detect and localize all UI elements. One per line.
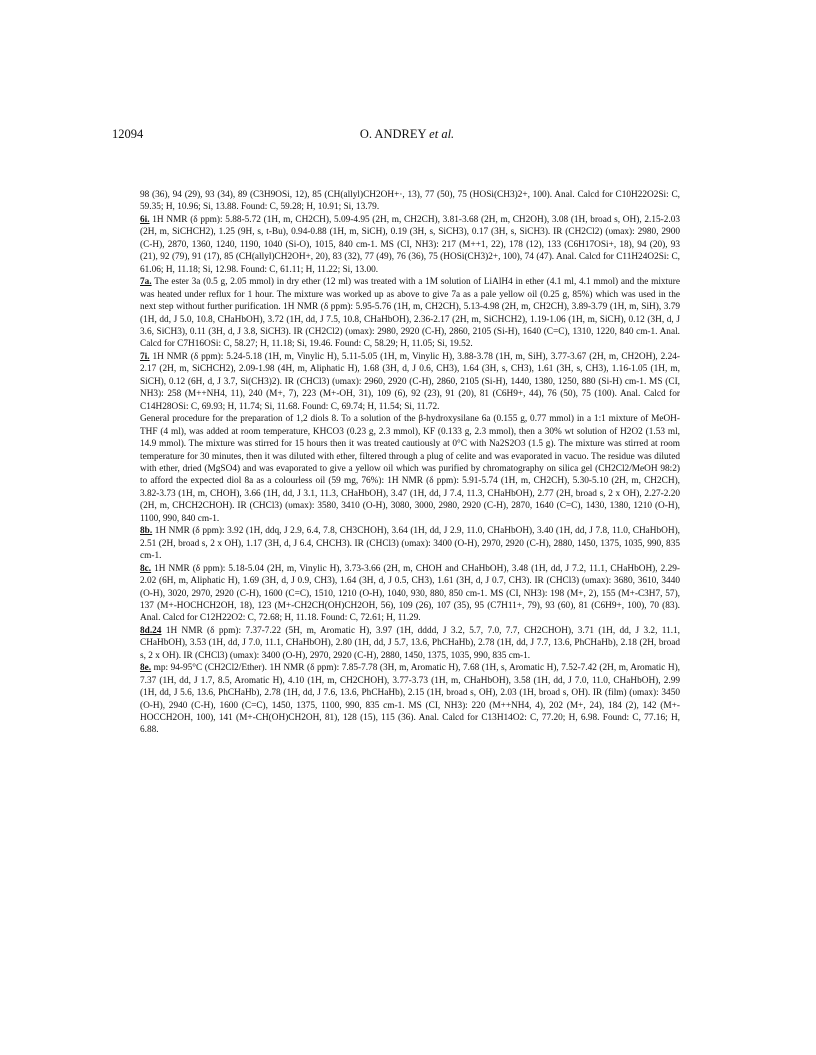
author-names: O. ANDREY (359, 127, 427, 141)
page-number: 12094 (112, 127, 144, 141)
paragraph-compound-8d (140, 625, 680, 662)
paragraph-text: mp: 94-95°C (CH2Cl2/Ether). 1H NMR (δ ppm): 7.85-7.78 (3H, m, Aromatic H), 7.68 (1H, s, Aromatic H), 7.52-7.42 (2H, m, Aromatic H), 7.37 (1H, dd, J 1.7, 8.5, Aromatic H), 4.10 (1H, m, CH2CHOH), 3.77-3.73 (1H, m, CHaHbOH), 3.58 (1H, dd, J 7.0, 11.0, CHaHbOH), 2.99 (1H, dd, J 5.6, 13.6, PhCHaHb), 2.78 (1H, dd, J 7.6, 13.6, PhCHaHb), 2.15 (1H, broad s, OH), 2.03 (1H, broad s, OH). IR (film) (υmax): 3450 (O-H), 2940 (C-H), 1600 (C=C), 1450, 1375, 1100, 990, 835 cm-1. MS (CI, NH3): 220 (M++NH4, 4), 202 (M+, 24), 184 (2), 142 (M+-HOCCH2OH, 100), 141 (M+-CH(OH)CH2OH, 81), 128 (15), 115 (36). Anal. Calcd for C13H14O2: C, 77.20; H, 6.98. Found: C, 77.16; H, 6.88. (140, 663, 680, 736)
paragraph-text: 1H NMR (δ ppm): 7.37-7.22 (5H, m, Aromatic H), 3.97 (1H, dddd, J 3.2, 5.7, 7.0, 7.7, CH2CHOH), 3.71 (1H, dd, J 3.2, 11.1, CHaHbOH), 3.53 (1H, dd, J 7.0, 11.1, CHaHbOH), 2.80 (1H, dd, J 5.7, 13.6, PhCHaHb), 2.78 (1H, dd, J 7.7, 13.6, PhCHaHb), 2.18 (2H, broad s, 2 x OH). IR (CHCl3) (υmax): 3400 (O-H), 2970, 2920 (C-H), 2880, 1450, 1375, 1035, 990, 835 cm-1. (140, 625, 680, 661)
paragraph-text: 98 (36), 94 (29), 93 (34), 89 (C3H9OSi, 12), 85 (CH(allyl)CH2OH+·, 13), 77 (50), 75 (HOSi(CH3)2+, 100). Anal. Calcd for C10H22O2Si: C, 59.35; H, 10.96; Si, 13.88. Found: C, 59.28; H, 10.91; Si, 13.79. (140, 190, 680, 213)
paragraph-compound-8e (140, 662, 680, 737)
paragraph-text: 1H NMR (δ ppm): 3.92 (1H, ddq, J 2.9, 6.4, 7.8, CH3CHOH), 3.64 (1H, dd, J 2.9, 11.0, CHaHbOH), 3.40 (1H, dd, J 7.8, 11.0, CHaHbOH), 2.51 (2H, broad s, 2 x OH), 1.17 (3H, d, J 6.4, CHCH3). IR (CHCl3) (υmax): 3400 (O-H), 2970, 2920 (C-H), 2880, 1450, 1375, 1035, 990, 835 cm-1. (140, 526, 680, 562)
compound-label: 8b. (140, 526, 153, 537)
compound-label: 6i. (140, 214, 150, 225)
author-line (112, 127, 702, 142)
paragraph-text: General procedure for the preparation of 1,2 diols 8. To a solution of the β-hydroxysilane 6a (0.155 g, 0.77 mmol) in a 1:1 mixture of MeOH-THF (4 ml), was added at room temperature, KHCO3 (0.23 g, 2.3 mmol), KF (0.133 g, 2.3 mmol), then a 30% wt solution of H2O2 (1.53 ml, 14.9 mmol). The mixture was stirred for 15 hours then it was treated cautiously at 0°C with Na2S2O3 (1.5 g). The mixture was stirred at room temperature for 30 minutes, then it was diluted with ether, filtered through a plug of celite and was evaporated in vacuo. The residue was diluted with ether, dried (MgSO4) and was evaporated to give a yellow oil which was purified by chromatography on silica gel (CH2Cl2/MeOH 98:2) to afford the expected diol 8a as a colourless oil (59 mg, 76%): 1H NMR (δ ppm): 5.91-5.74 (1H, m, CH2CH), 5.30-5.10 (2H, m, CH2CH), 3.82-3.73 (1H, m, CHOH), 3.66 (1H, dd, J 3.1, 11.3, CHaHbOH), 3.47 (1H, dd, J 7.4, 11.3, CHaHbOH), 2.77 (2H, broad s, 2 x OH), 2.27-2.20 (2H, m, CHCH2CHOH). IR (CHCl3) (υmax): 3580, 3410 (O-H), 3080, 3000, 2980, 2920 (C-H), 2870, 1640 (C=C), 1430, 1380, 1210 (O-H), 1100, 990, 840 cm-1. (140, 414, 680, 524)
compound-label: 8e. (140, 663, 152, 674)
paragraph-compound-6i (140, 214, 680, 276)
compound-label: 8d.24 (140, 625, 162, 636)
experimental-text (140, 189, 680, 1019)
author-suffix: et al. (429, 127, 455, 141)
compound-label: 7i. (140, 351, 150, 362)
paragraph-compound-8b (140, 525, 680, 562)
paragraph-text: 1H NMR (δ ppm): 5.24-5.18 (1H, m, Vinylic H), 5.11-5.05 (1H, m, Vinylic H), 3.88-3.78 (1H, m, SiH), 3.77-3.67 (2H, m, CH2OH), 2.24-2.17 (2H, m, SiCHCH2), 2.09-1.98 (4H, m, Aliphatic H), 1.68 (3H, d, J 0.6, CH3), 1.64 (3H, s, CH3), 1.61 (3H, s, CH3), 1.16-1.05 (1H, m, SiCH), 0.12 (6H, d, J 3.7, Si(CH3)2). IR (CHCl3) (υmax): 2960, 2920 (C-H), 2860, 2105 (Si-H), 1440, 1380, 1250, 880 (Si-H) cm-1. MS (CI, NH3): 258 (M++NH4, 11), 240 (M+, 7), 223 (M+-OH, 31), 109 (6), 92 (23), 91 (20), 81 (C6H9+, 44), 76 (50), 75 (100). Anal. Calcd for C14H28OSi: C, 69.93; H, 11.74; Si, 11.68. Found: C, 69.74; H, 11.54; Si, 11.72. (140, 351, 680, 412)
paragraph-text: 1H NMR (δ ppm): 5.88-5.72 (1H, m, CH2CH), 5.09-4.95 (2H, m, CH2CH), 3.81-3.68 (2H, m, CH2OH), 3.08 (1H, broad s, OH), 2.15-2.03 (2H, m, SiCHCH2), 1.25 (9H, s, t-Bu), 0.94-0.88 (1H, m, SiCH), 0.19 (3H, s, SiCH3), 0.17 (3H, s, SiCH3). IR (CH2Cl2) (υmax): 2980, 2900 (C-H), 2870, 1360, 1240, 1190, 1040 (Si-O), 1015, 840 cm-1. MS (CI, NH3): 217 (M++1, 22), 178 (12), 133 (C6H17OSi+, 18), 94 (20), 93 (21), 92 (79), 91 (17), 85 (CH(allyl)CH2OH+, 20), 83 (32), 77 (49), 76 (36), 75 (HOSi(CH3)2+, 100), 74 (47). Anal. Calcd for C11H24O2Si: C, 61.06; H, 11.18; Si, 12.98. Found: C, 61.11; H, 11.22; Si, 13.00. (140, 214, 680, 275)
paragraph-compound-8c (140, 563, 680, 625)
paragraph-text: 1H NMR (δ ppm): 5.18-5.04 (2H, m, Vinylic H), 3.73-3.66 (2H, m, CHOH and CHaHbOH), 3.48 (1H, dd, J 7.2, 11.1, CHaHbOH), 2.29-2.02 (6H, m, Aliphatic H), 1.69 (3H, d, J 0.9, CH3), 1.64 (3H, d, J 0.5, CH3), 1.61 (3H, d, J 0.7, CH3). IR (CHCl3) (υmax): 3680, 3610, 3440 (O-H), 3020, 2970, 2920 (C-H), 1600 (C=C), 1510, 1210 (O-H), 1040, 930, 880, 850 cm-1. MS (CI, NH3): 198 (M+, 2), 155 (M+-C3H7, 57), 137 (M+-HOCHCH2OH, 18), 123 (M+-CH2CH(OH)CH2OH, 56), 109 (26), 107 (35), 95 (C7H11+, 79), 93 (60), 81 (C6H9+, 100), 70 (83). Anal. Calcd for C12H22O2: C, 72.68; H, 11.18. Found: C, 72.61; H, 11.29. (140, 563, 680, 624)
paragraph-continued (140, 189, 680, 214)
paragraph-compound-7i (140, 351, 680, 413)
compound-label: 7a. (140, 277, 152, 288)
paragraph-text: The ester 3a (0.5 g, 2.05 mmol) in dry ether (12 ml) was treated with a 1M solution of LiAlH4 in ether (4.1 ml, 4.1 mmol) and the mixture was heated under reflux for 1 hour. The mixture was worked up as above to give 7a as a pale yellow oil (0.25 g, 85%) which was used in the next step without further purification. 1H NMR (δ ppm): 5.95-5.76 (1H, m, CH2CH), 5.13-4.98 (2H, m, CH2CH), 3.89-3.79 (1H, m, SiH), 3.79 (1H, dd, J 5.0, 10.8, CHaHbOH), 3.72 (1H, dd, J 7.5, 10.8, CHaHbOH), 2.36-2.17 (2H, m, SiCHCH2), 1.19-1.06 (1H, m, SiCH), 0.12 (3H, d, J 3.6, SiCH3), 0.11 (3H, d, J 3.8, SiCH3). IR (CH2Cl2) (υmax): 2980, 2920 (C-H), 2860, 2105 (Si-H), 1640 (C=C), 1310, 1220, 840 cm-1. Anal. Calcd for C7H16OSi: C, 58.27; H, 11.18; Si, 19.46. Found: C, 58.29; H, 11.05; Si, 19.52. (140, 277, 680, 350)
running-head (112, 127, 702, 143)
paragraph-general-procedure (140, 413, 680, 525)
paragraph-compound-7a (140, 276, 680, 351)
compound-label: 8c. (140, 563, 152, 574)
